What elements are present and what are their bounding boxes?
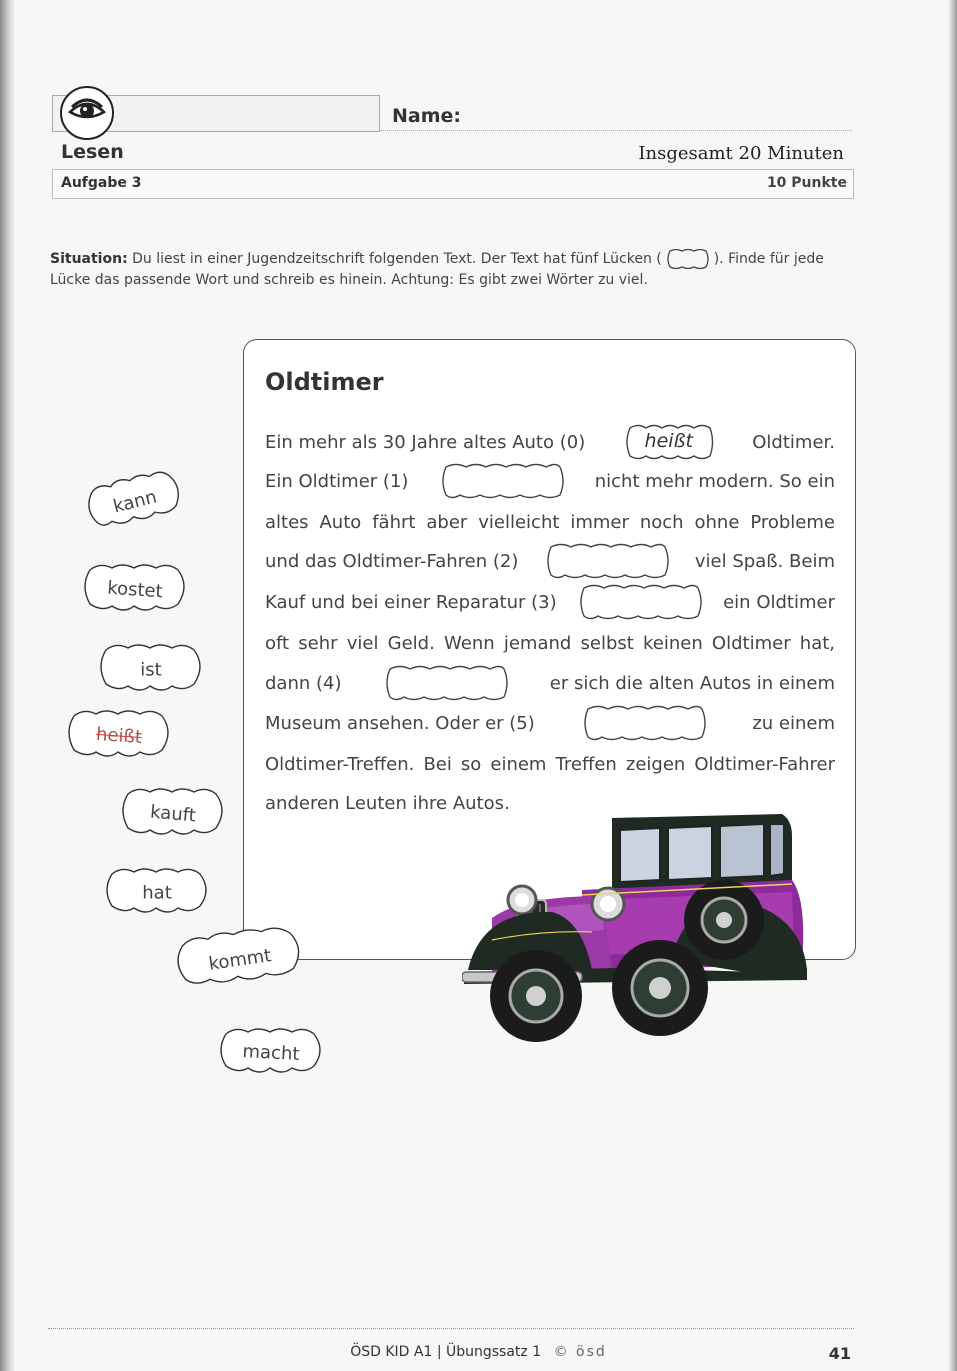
- name-label: Name:: [392, 105, 462, 127]
- task-bar: [52, 169, 854, 199]
- line-text: nicht mehr modern. So ein: [594, 470, 835, 492]
- footer-copyright: © ösd: [553, 1344, 607, 1360]
- line-text: Kauf und bei einer Reparatur (3): [265, 591, 557, 613]
- page-number: 41: [828, 1344, 851, 1363]
- situation-text-a: Du liest in einer Jugendzeitschrift folgenden Text. Der Text hat fünf Lücken (: [132, 251, 662, 267]
- line-text: dann (4): [265, 672, 342, 694]
- footer-divider: [48, 1328, 854, 1329]
- gap-1-input[interactable]: [438, 461, 566, 501]
- article-line-5: [265, 628, 835, 658]
- word-label: kann: [111, 486, 159, 518]
- article-title: Oldtimer: [265, 368, 384, 396]
- gap-example-icon: [664, 248, 712, 270]
- points-label: 10 Punkte: [766, 175, 847, 191]
- line-text: viel Spaß. Beim: [694, 550, 835, 572]
- time-info: Insgesamt 20 Minuten: [638, 143, 844, 164]
- word-label: kommt: [207, 945, 273, 975]
- line-text: Museum ansehen. Oder er (5): [265, 712, 535, 734]
- line-text: Ein mehr als 30 Jahre altes Auto (0): [265, 431, 586, 453]
- gap-3-input[interactable]: [576, 582, 704, 622]
- gap-2-input[interactable]: [543, 541, 671, 581]
- task-label: Aufgabe 3: [61, 175, 142, 191]
- word-cloud-ist[interactable]: [94, 638, 208, 702]
- situation-label: Situation:: [50, 251, 128, 267]
- line-text: anderen Leuten ihre Autos.: [265, 792, 510, 814]
- page-binding-shadow: [0, 0, 14, 1371]
- line-text: oft sehr viel Geld. Wenn jemand selbst keinen Oldtimer hat,: [265, 632, 835, 654]
- line-text: zu einem: [752, 712, 835, 734]
- page-edge-shadow: [949, 0, 957, 1371]
- article-line-7: [265, 708, 835, 738]
- word-label: macht: [242, 1041, 300, 1065]
- line-text: altes Auto fährt aber vielleicht immer noch ohne Probleme: [265, 511, 835, 533]
- footer-text: ÖSD KID A1 | Übungssatz 1: [350, 1344, 542, 1360]
- word-cloud-macht[interactable]: [214, 1022, 328, 1084]
- eye-icon: [60, 86, 114, 140]
- word-label: ist: [140, 659, 162, 681]
- name-line[interactable]: [380, 130, 852, 131]
- article-line-1: [265, 466, 835, 496]
- article-line-3: [265, 546, 835, 576]
- section-title: Lesen: [61, 141, 124, 163]
- article-line-2: [265, 507, 835, 537]
- word-cloud-hat[interactable]: [100, 862, 214, 924]
- footer: [0, 1344, 957, 1360]
- vintage-car-illustration: [462, 800, 812, 1050]
- situation-text-b: ). Finde für jede Lücke das passende Wort und schreib es hinein. Achtung: Es gibt zwei Wörter zu viel.: [50, 251, 824, 288]
- line-text: er sich die alten Autos in einem: [549, 672, 835, 694]
- line-text: Oldtimer.: [752, 431, 835, 453]
- gap-example-answer: heißt: [644, 430, 693, 452]
- word-label-struck: heißt: [95, 723, 143, 749]
- article-line-6: [265, 668, 835, 698]
- gap-4-input[interactable]: [382, 663, 510, 703]
- word-label: kostet: [106, 577, 164, 603]
- gap-example: [622, 422, 716, 462]
- situation-instructions: [50, 248, 854, 291]
- article-line-4: [265, 587, 835, 617]
- word-cloud-kauft[interactable]: [116, 782, 230, 846]
- line-text: Oldtimer-Treffen. Bei so einem Treffen zeigen Oldtimer-Fahrer: [265, 753, 835, 775]
- word-cloud-kostet[interactable]: [78, 558, 192, 622]
- article-line-8: [265, 749, 835, 779]
- line-text: ein Oldtimer: [723, 591, 835, 613]
- line-text: Ein Oldtimer (1): [265, 470, 409, 492]
- word-cloud-heisst[interactable]: [62, 704, 176, 768]
- word-cloud-kommt[interactable]: [170, 922, 310, 998]
- word-label: hat: [142, 882, 172, 904]
- line-text: und das Oldtimer-Fahren (2): [265, 550, 519, 572]
- article-line-0: [265, 427, 835, 457]
- gap-5-input[interactable]: [580, 703, 708, 743]
- word-label: kauft: [149, 801, 197, 827]
- word-cloud-kann[interactable]: [80, 468, 190, 536]
